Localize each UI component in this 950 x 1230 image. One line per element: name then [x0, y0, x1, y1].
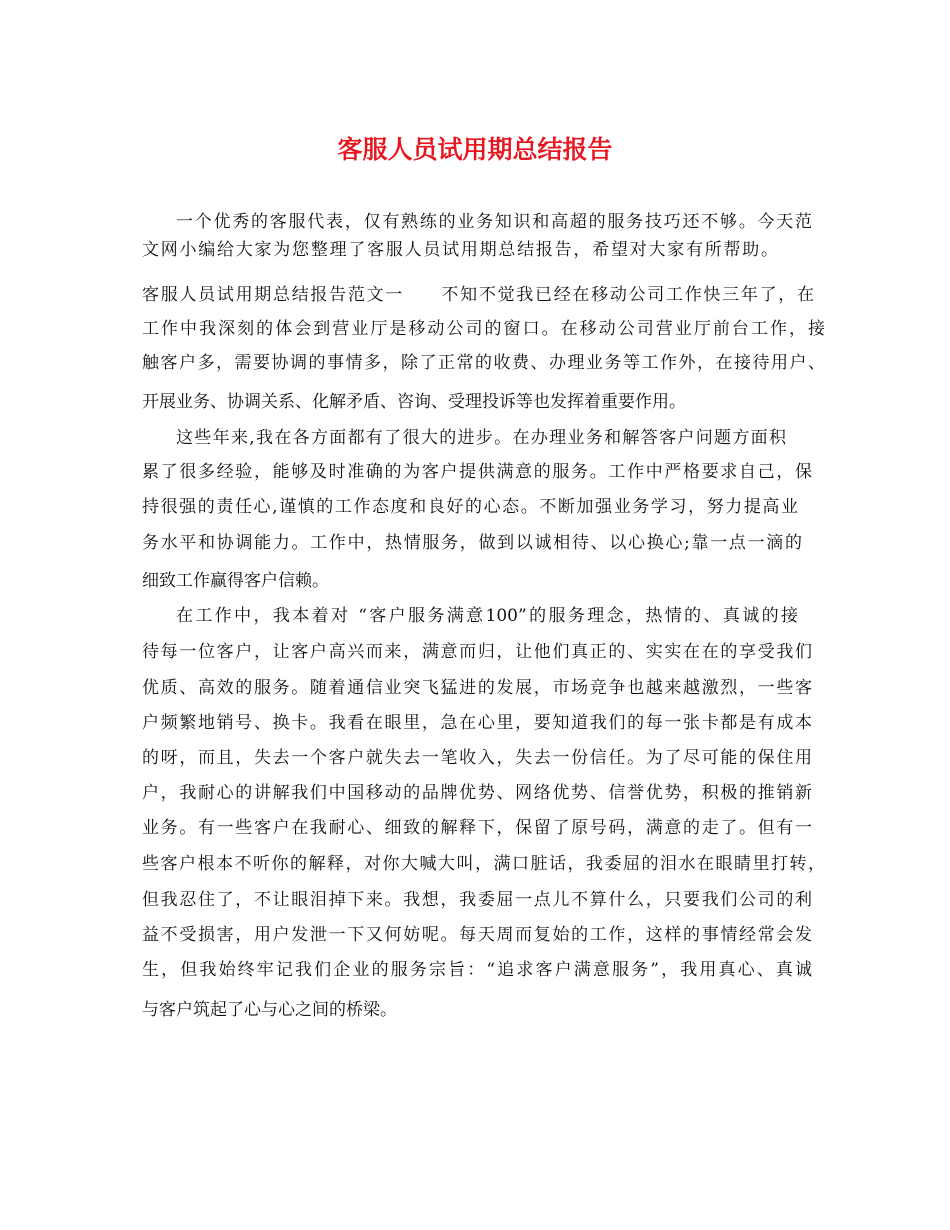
- body-line-2: 文网小编给大家为您整理了客服人员试用期总结报告，希望对大家有所帮助。: [142, 240, 778, 260]
- body-line-16: 的呀，而且，失去一个客户就失去一笔收入，失去一份信任。为了尽可能的保住用: [142, 748, 812, 768]
- body-line-5: 触客户多，需要协调的事情多，除了正常的收费、办理业务等工作外，在接待用户、: [142, 353, 825, 373]
- body-line-3: 客服人员试用期总结报告范文一 不知不觉我已经在移动公司工作快三年了，在: [142, 285, 814, 305]
- body-line-18: 业务。有一些客户在我耐心、细致的解释下，保留了原号码，满意的走了。但有一: [142, 818, 812, 838]
- body-line-23: 与客户筑起了心与心之间的桥梁。: [142, 1000, 397, 1020]
- document-title: 客服人员试用期总结报告: [337, 135, 613, 164]
- body-line-13: 待每一位客户，让客户高兴而来，满意而归，让他们真正的、实实在在的享受我们: [142, 642, 812, 662]
- body-line-20: 但我忍住了，不让眼泪掉下来。我想，我委屈一点儿不算什么，只要我们公司的利: [142, 890, 812, 910]
- body-line-7: 这些年来,我在各方面都有了很大的进步。在办理业务和解答客户问题方面积: [176, 428, 786, 448]
- body-line-12: 在工作中，我本着对 “客户服务满意100”的服务理念，热情的、真诚的接: [176, 606, 798, 626]
- body-line-9: 持很强的责任心,谨慎的工作态度和良好的心态。不断加强业务学习，努力提高业: [142, 497, 798, 517]
- body-line-19: 些客户根本不听你的解释，对你大喊大叫，满口脏话，我委屈的泪水在眼睛里打转，: [142, 854, 825, 874]
- body-line-1: 一个优秀的客服代表，仅有熟练的业务知识和高超的服务技巧还不够。今天范: [176, 212, 812, 232]
- body-line-11: 细致工作赢得客户信赖。: [142, 571, 329, 591]
- body-line-10: 务水平和协调能力。工作中，热情服务，做到以诚相待、以心换心;靠一点一滴的: [142, 533, 802, 553]
- body-line-15: 户频繁地销号、换卡。我看在眼里，急在心里，要知道我们的每一张卡都是有成本: [142, 713, 812, 733]
- body-line-22: 生，但我始终牢记我们企业的服务宗旨：“追求客户满意服务”，我用真心、真诚: [142, 960, 812, 980]
- body-line-8: 累了很多经验，能够及时准确的为客户提供满意的服务。工作中严格要求自己，保: [142, 462, 812, 482]
- body-line-4: 工作中我深刻的体会到营业厅是移动公司的窗口。在移动公司营业厅前台工作，接: [142, 319, 825, 339]
- body-line-17: 户，我耐心的讲解我们中国移动的品牌优势、网络优势、信誉优势，积极的推销新: [142, 783, 812, 803]
- body-line-6: 开展业务、协调关系、化解矛盾、咨询、受理投诉等也发挥着重要作用。: [142, 392, 686, 412]
- body-line-21: 益不受损害，用户发泄一下又何妨呢。每天周而复始的工作，这样的事情经常会发: [142, 925, 812, 945]
- body-line-14: 优质、高效的服务。随着通信业突飞猛进的发展，市场竞争也越来越激烈，一些客: [142, 678, 812, 698]
